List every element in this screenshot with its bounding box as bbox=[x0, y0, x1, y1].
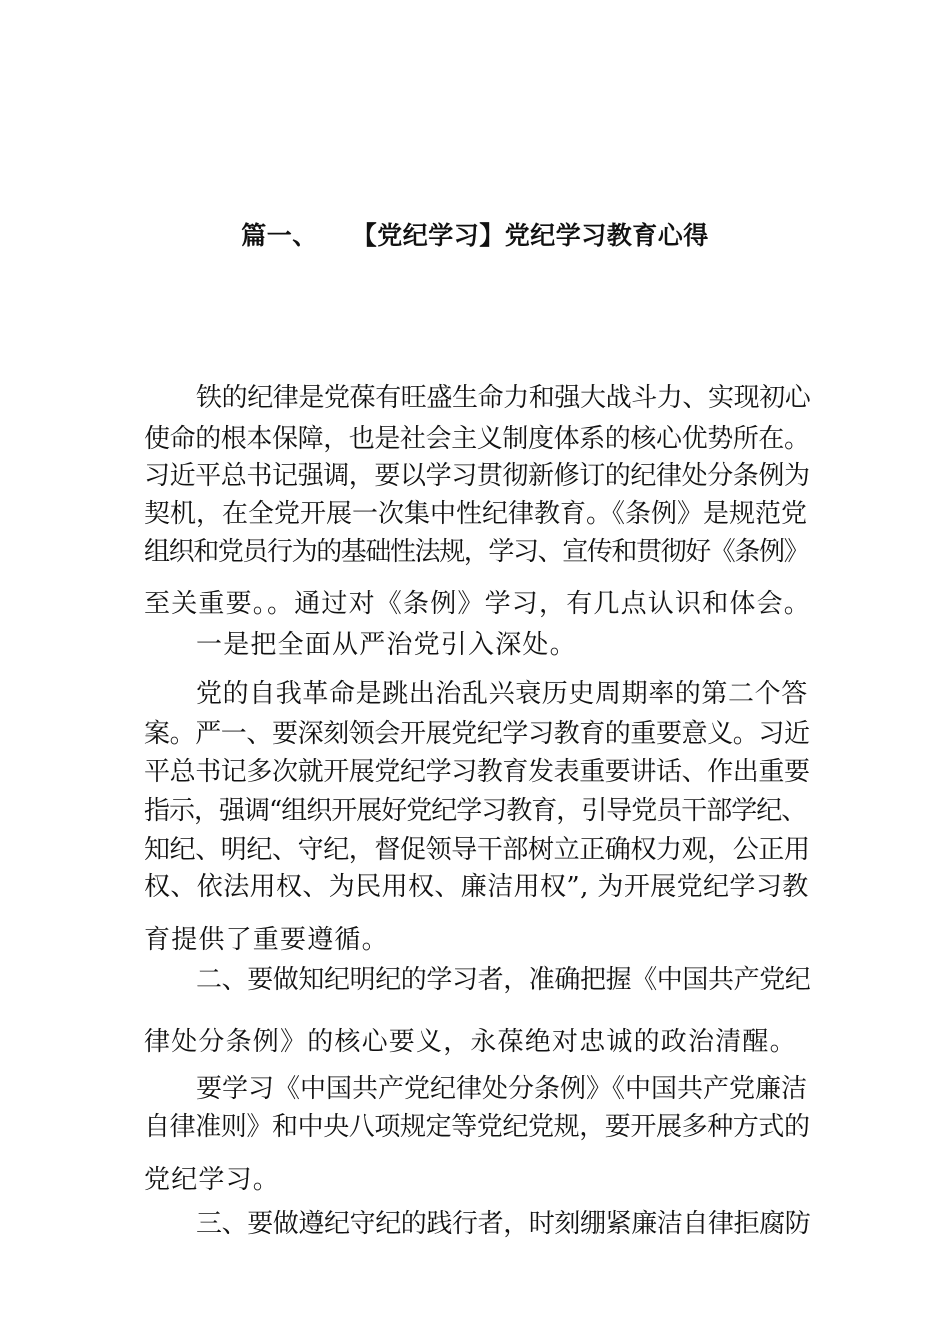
paragraph-line: 铁的纪律是党葆有旺盛生命力和强大战斗力、实现初心 bbox=[196, 383, 811, 413]
paragraph-line: 党的自我革命是跳出治乱兴衰历史周期率的第二个答 bbox=[196, 679, 808, 709]
paragraph-line: 使命的根本保障，也是社会主义制度体系的核心优势所在。 bbox=[144, 424, 810, 454]
paragraph-line: 要学习《中国共产党纪律处分条例》《中国共产党廉洁 bbox=[196, 1074, 808, 1104]
title-text: 【党纪学习】党纪学习教育心得 bbox=[351, 221, 709, 250]
paragraph-line: 党纪学习。 bbox=[144, 1165, 281, 1195]
paragraph-line: 自律准则》和中央八项规定等党纪党规，要开展多种方式的 bbox=[144, 1112, 810, 1142]
paragraph-line: 至关重要。。通过对《条例》学习，有几点认识和体会。 bbox=[144, 589, 812, 619]
paragraph-line: 习近平总书记强调，要以学习贯彻新修订的纪律处分条例为 bbox=[144, 461, 810, 491]
paragraph-line: 平总书记多次就开展党纪学习教育发表重要讲话、作出重要 bbox=[144, 757, 810, 787]
paragraph-line: 权、依法用权、为民用权、廉洁用权”, 为开展党纪学习教 bbox=[144, 872, 809, 902]
paragraph-line: 契机，在全党开展一次集中性纪律教育。《条例》是规范党 bbox=[144, 499, 808, 529]
paragraph-line: 育提供了重要遵循。 bbox=[144, 925, 389, 955]
title-part-number: 篇一、 bbox=[241, 221, 318, 250]
paragraph-line: 律处分条例》的核心要义，永葆绝对忠诚的政治清醒。 bbox=[144, 1027, 797, 1057]
paragraph-line: 组织和党员行为的基础性法规，学习、宣传和贯彻好《条例》 bbox=[144, 537, 809, 567]
paragraph-line: 指示，强调“组织开展好党纪学习教育，引导党员干部学纪、 bbox=[144, 796, 807, 826]
paragraph-line: 二、要做知纪明纪的学习者，准确把握《中国共产党纪 bbox=[196, 965, 811, 995]
paragraph-line: 三、要做遵纪守纪的践行者，时刻绷紧廉洁自律拒腐防 bbox=[196, 1209, 811, 1239]
paragraph-line: 案。严一、要深刻领会开展党纪学习教育的重要意义。习近 bbox=[144, 719, 810, 749]
document-title bbox=[0, 216, 950, 252]
paragraph-line: 一是把全面从严治党引入深处。 bbox=[196, 630, 577, 660]
paragraph-line: 知纪、明纪、守纪，督促领导干部树立正确权力观，公正用 bbox=[144, 835, 810, 865]
